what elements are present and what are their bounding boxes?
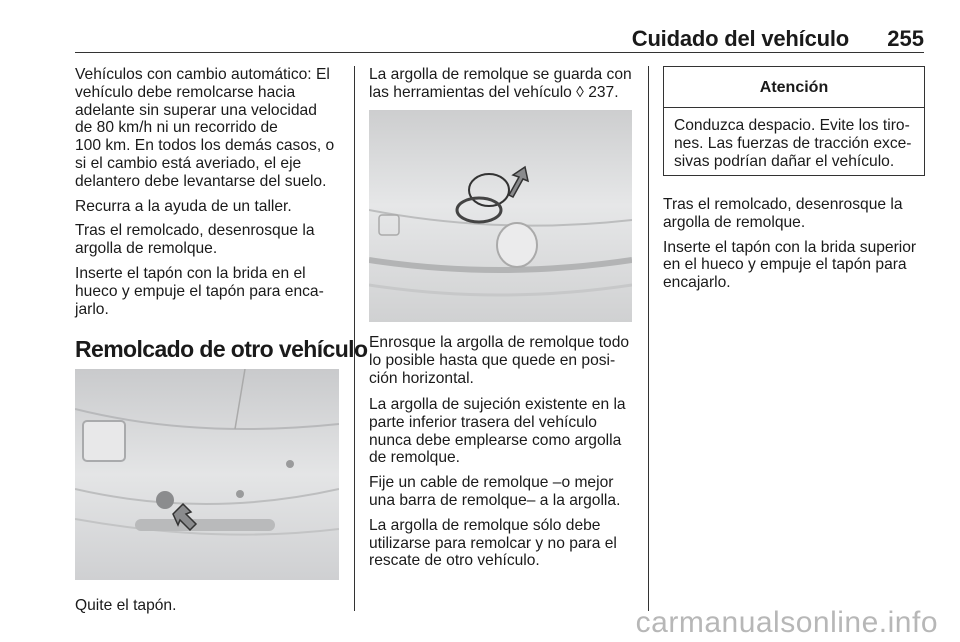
bumper-illustration (75, 369, 339, 580)
page-number: 255 (887, 26, 924, 51)
page-header (75, 26, 924, 51)
figure-caption: Enrosque la argolla de remolque todo lo posible hasta que quede en posi- ción horizontal. (369, 334, 630, 387)
paragraph: La argolla de remolque se guarda con las herramientas del vehículo ◊ 237. (369, 66, 632, 101)
paragraph: Recurra a la ayuda de un taller. (75, 197, 292, 215)
column-2-intro (369, 66, 634, 109)
column-divider-2 (648, 66, 649, 611)
towing-eye-illustration (369, 110, 632, 322)
attention-box (663, 66, 925, 176)
paragraph: La argolla de remolque sólo debe utilizarse para remolcar y no para el rescate de otro vehículo. (369, 516, 617, 570)
paragraph: Tras el remolcado, desenrosque la argolla de remolque. (75, 222, 315, 258)
attention-body: Conduzca despacio. Evite los tiro- nes. Las fuerzas de tracción exce- sivas podrían dañar el vehículo. (674, 117, 912, 170)
column-3 (663, 196, 925, 299)
paragraph: Vehículos con cambio automático: El vehículo debe remolcarse hacia adelante sin superar una velocidad de 80 km/h ni un recorrido de 100 km. En todos los demás casos, o si el cambio está averiado, el eje delantero debe levantarse del suelo. (75, 66, 335, 190)
paragraph: Inserte el tapón con la brida superior en el hueco y empuje el tapón para encajarlo. (663, 238, 917, 292)
header-rule (75, 52, 924, 53)
column-2-body (369, 396, 634, 577)
figure-remove-cap (75, 369, 339, 580)
section-title: Cuidado del vehículo (631, 26, 849, 51)
watermark: carmanualsonline.info (635, 606, 938, 639)
column-1 (75, 66, 345, 325)
figure-caption: Quite el tapón. (75, 597, 177, 614)
figure-towing-eye (369, 110, 632, 322)
paragraph: Fije un cable de remolque –o mejor una barra de remolque– a la argolla. (369, 474, 621, 509)
paragraph: Tras el remolcado, desenrosque la argolla de remolque. (663, 196, 903, 231)
attention-title: Atención (664, 67, 924, 108)
paragraph: La argolla de sujeción existente en la parte inferior trasera del vehículo nunca debe emplearse como argolla de remolque. (369, 396, 626, 467)
section-heading: Remolcado de otro vehículo (75, 336, 368, 362)
paragraph: Inserte el tapón con la brida en el hueco y empuje el tapón para enca- jarlo. (75, 264, 324, 318)
